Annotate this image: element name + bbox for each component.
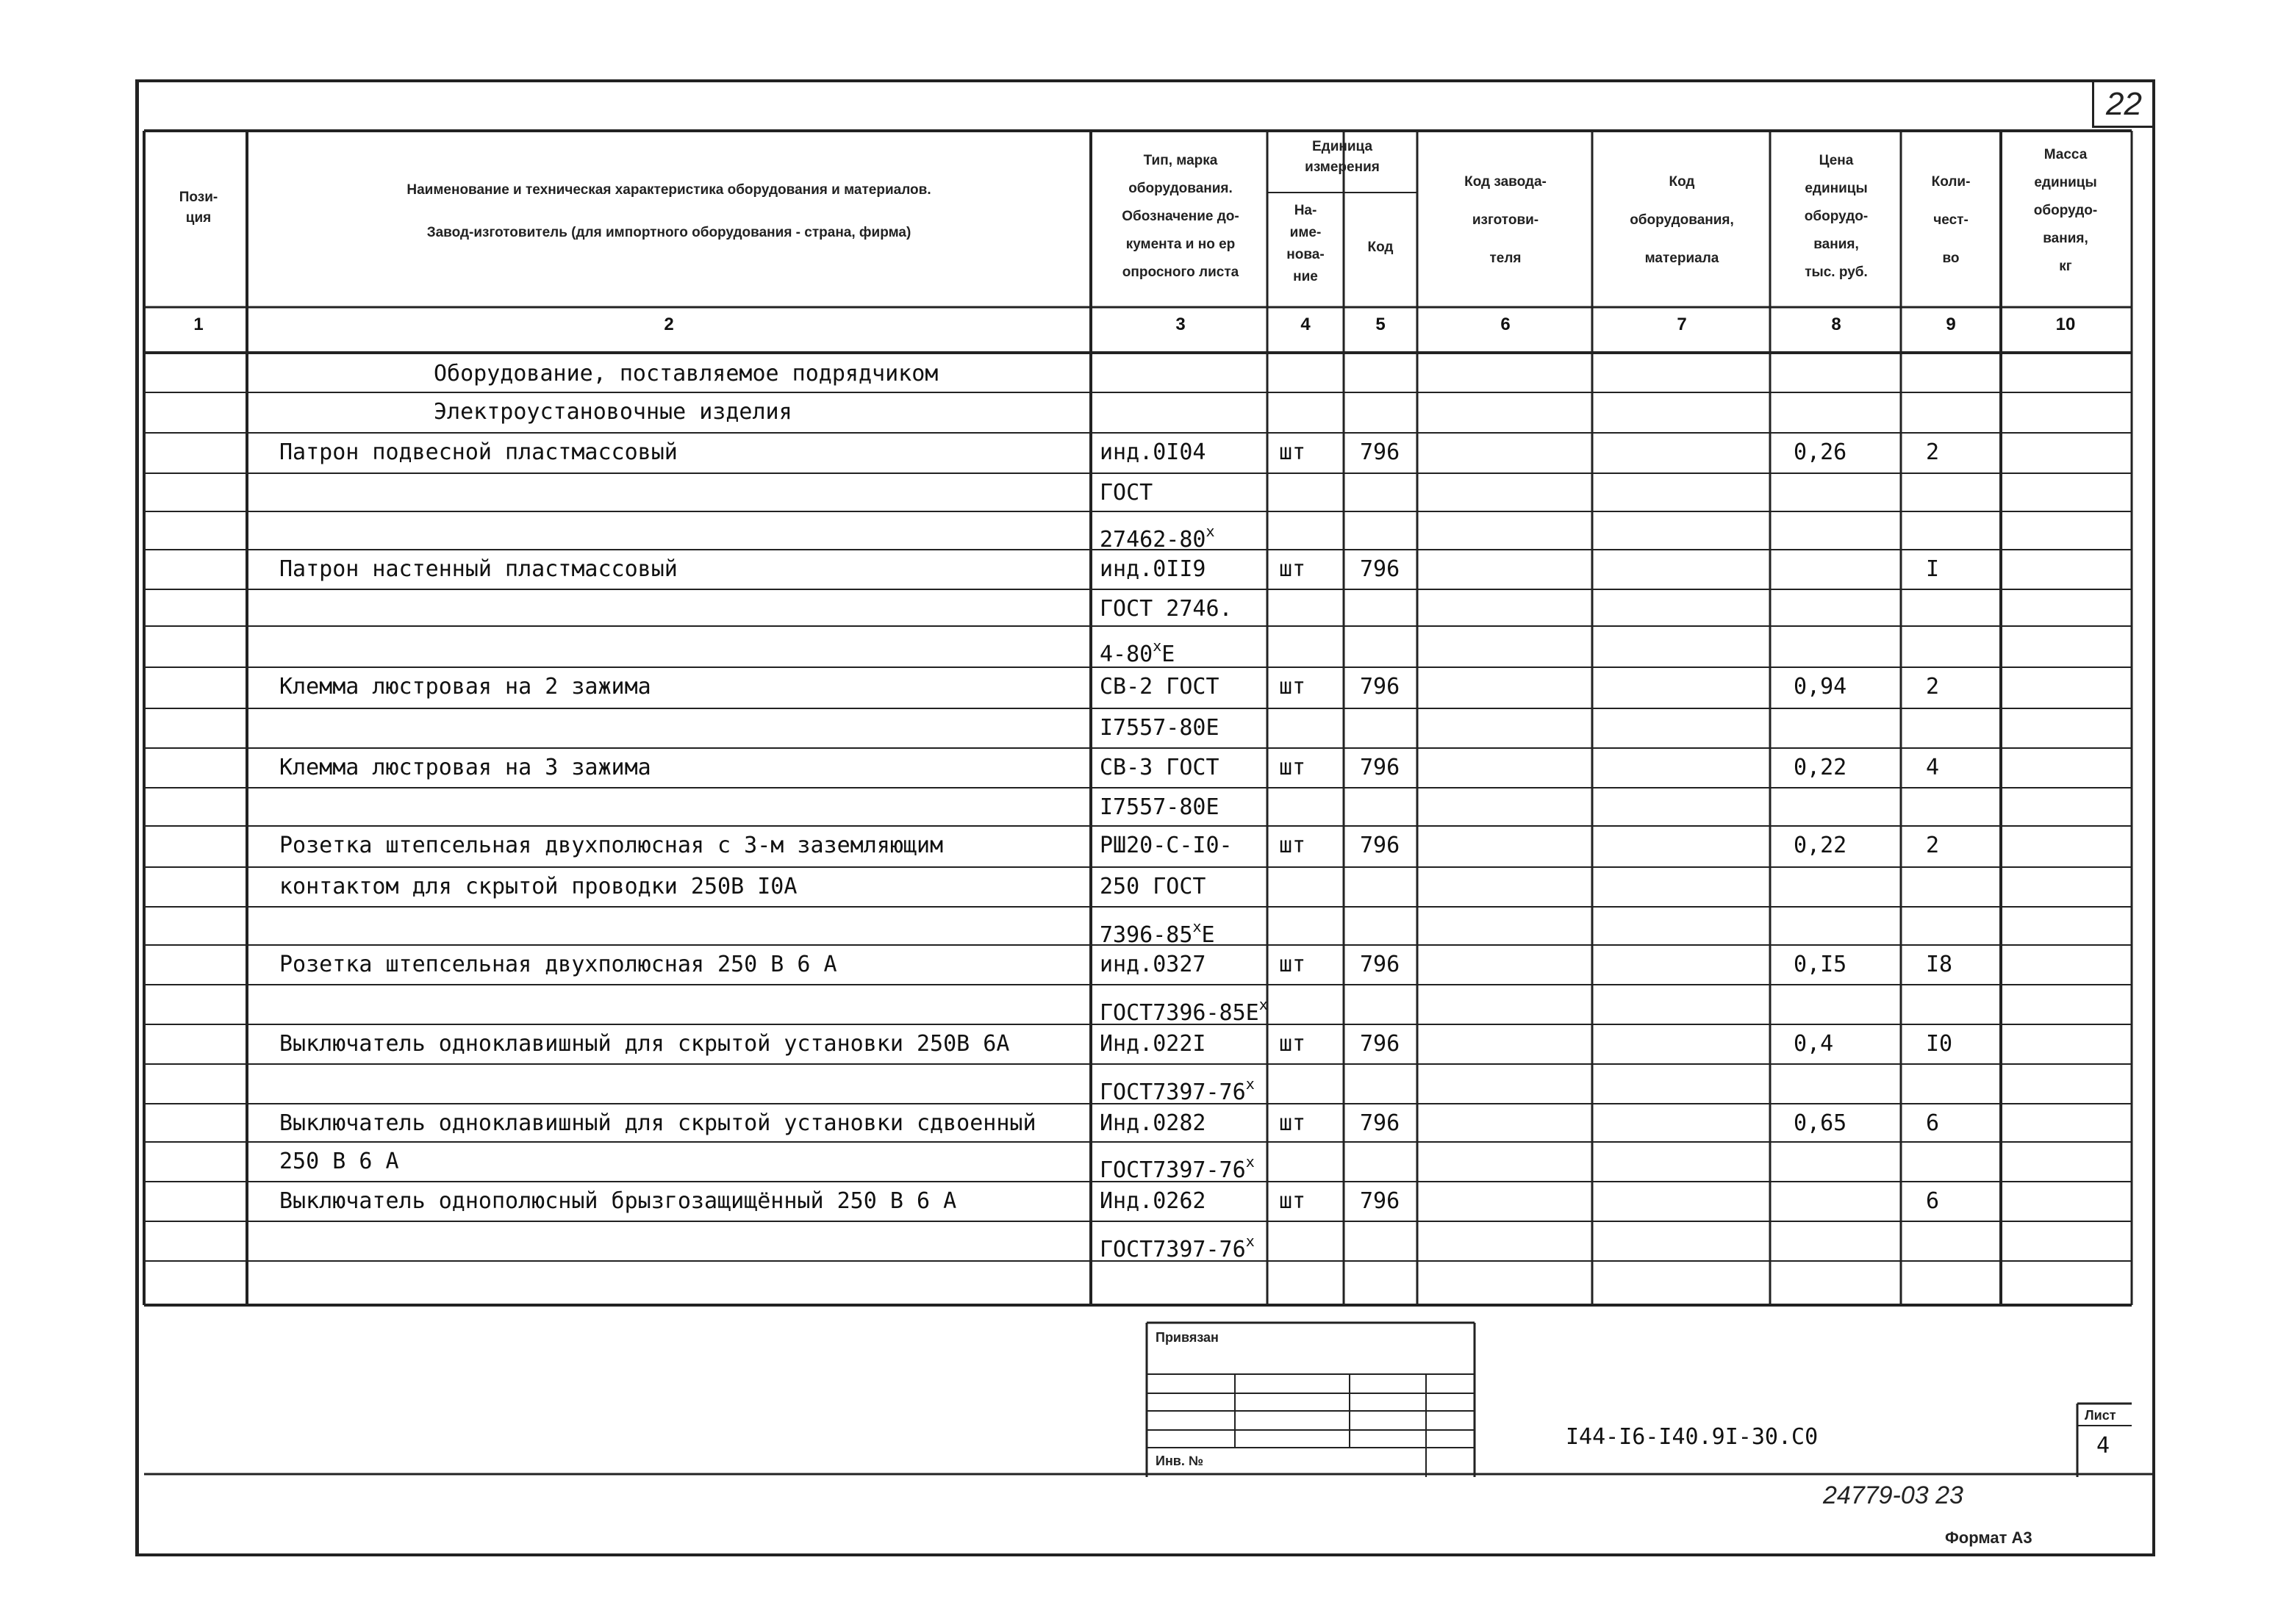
- header-name: Наименование и техническая характеристика оборудования и материалов. Завод-изготовитель (для импортного оборудования - страна, фирма): [406, 182, 931, 240]
- item-type: инд.0II9: [1100, 556, 1206, 582]
- document-number: I44-I6-I40.9I-30.С0: [1566, 1424, 1819, 1450]
- colnum-5: 5: [1375, 315, 1386, 334]
- header-position: Пози- ция: [179, 190, 218, 226]
- item-name: Выключатель одноклавишный для скрытой установки 250В 6А: [279, 1031, 1010, 1057]
- item-unit-code: 796: [1360, 1110, 1400, 1136]
- superscript-mark: x: [1258, 996, 1268, 1013]
- item-price: 0,22: [1794, 833, 1847, 858]
- format-label: Формат А3: [1945, 1528, 2032, 1547]
- item-quantity: I0: [1926, 1031, 1953, 1057]
- item-unit-code: 796: [1360, 952, 1400, 977]
- superscript-mark: x: [1245, 1153, 1255, 1171]
- item-unit: шт: [1279, 755, 1306, 780]
- item-name: Оборудование, поставляемое подрядчиком: [434, 361, 939, 387]
- colnum-10: 10: [2055, 315, 2076, 334]
- colnum-9: 9: [1946, 315, 1956, 334]
- item-price: 0,4: [1794, 1031, 1834, 1057]
- item-type: СВ-2 ГОСТ: [1100, 674, 1219, 700]
- item-unit-code: 796: [1360, 674, 1400, 700]
- handwritten-number: 24779-03 23: [1823, 1481, 1963, 1509]
- item-name: Клемма люстровая на 3 зажима: [279, 755, 651, 780]
- item-type: инд.0I04: [1100, 439, 1206, 465]
- item-unit: шт: [1279, 952, 1306, 977]
- superscript-mark: x: [1192, 918, 1202, 935]
- item-unit-code: 796: [1360, 755, 1400, 780]
- item-type: $ГОСТ7396-85Е^x$: [1100, 996, 1268, 1026]
- item-type: 4-80$^x$Е: [1100, 637, 1175, 667]
- superscript-mark: x: [1153, 637, 1162, 655]
- item-type: 7396-85$^x$Е: [1100, 918, 1215, 948]
- colnum-8: 8: [1831, 315, 1841, 334]
- header-unit-name: На- име- нова- ние: [1286, 203, 1325, 284]
- item-type: Инд.0282: [1100, 1110, 1206, 1136]
- header-quantity: Коли- чест- во: [1931, 174, 1971, 266]
- item-unit: шт: [1279, 1110, 1306, 1136]
- superscript-mark: x: [1245, 1075, 1255, 1093]
- item-price: 0,I5: [1794, 952, 1847, 977]
- item-type: Инд.022I: [1100, 1031, 1206, 1057]
- header-manufacturer-code: Код завода- изготови- теля: [1464, 174, 1547, 266]
- item-quantity: I: [1926, 556, 1940, 582]
- item-unit: шт: [1279, 1031, 1306, 1057]
- item-unit-code: 796: [1360, 833, 1400, 858]
- item-type: 27462-80$^x$: [1100, 522, 1215, 553]
- item-type: Инд.0262: [1100, 1188, 1206, 1214]
- item-name: 250 В 6 А: [279, 1149, 399, 1174]
- item-name: Выключатель одноклавишный для скрытой установки сдвоенный: [279, 1110, 1036, 1136]
- item-price: 0,65: [1794, 1110, 1847, 1136]
- item-type: ГОСТ7397-76$^x$: [1100, 1232, 1255, 1262]
- header-type: Тип, марка оборудования. Обозначение до- кумента и но ер опросного листа: [1122, 153, 1239, 280]
- item-type: ГОСТ 2746.: [1100, 596, 1233, 622]
- item-price: 0,26: [1794, 439, 1847, 465]
- colnum-4: 4: [1300, 315, 1311, 334]
- item-type: ГОСТ: [1100, 480, 1153, 506]
- item-quantity: 6: [1926, 1110, 1940, 1136]
- item-type: I7557-80Е: [1100, 715, 1219, 741]
- superscript-mark: x: [1206, 522, 1215, 540]
- item-name: Розетка штепсельная двухполюсная с 3-м заземляющим: [279, 833, 944, 858]
- header-equipment-code: Код оборудования, материала: [1630, 174, 1734, 266]
- item-unit: шт: [1279, 674, 1306, 700]
- linked-label: Привязан: [1156, 1330, 1219, 1345]
- colnum-7: 7: [1677, 315, 1687, 334]
- item-price: 0,94: [1794, 674, 1847, 700]
- item-type: I7557-80Е: [1100, 794, 1219, 820]
- item-type: РШ20-С-I0-: [1100, 833, 1233, 858]
- item-unit-code: 796: [1360, 1188, 1400, 1214]
- item-quantity: 2: [1926, 439, 1940, 465]
- item-unit: шт: [1279, 556, 1306, 582]
- page-number: 22: [2092, 82, 2154, 128]
- item-quantity: 4: [1926, 755, 1940, 780]
- item-name: контактом для скрытой проводки 250В I0А: [279, 874, 798, 899]
- item-quantity: I8: [1926, 952, 1953, 977]
- item-name: Патрон подвесной пластмассовый: [279, 439, 678, 465]
- item-unit-code: 796: [1360, 439, 1400, 465]
- item-name: Патрон настенный пластмассовый: [279, 556, 678, 582]
- item-quantity: 2: [1926, 674, 1940, 700]
- item-unit: шт: [1279, 1188, 1306, 1214]
- item-name: Клемма люстровая на 2 зажима: [279, 674, 651, 700]
- item-quantity: 6: [1926, 1188, 1940, 1214]
- item-unit: шт: [1279, 833, 1306, 858]
- item-type: инд.0327: [1100, 952, 1206, 977]
- item-unit: шт: [1279, 439, 1306, 465]
- item-type: 250 ГОСТ: [1100, 874, 1206, 899]
- superscript-mark: x: [1245, 1232, 1255, 1250]
- header-unit: Единица измерения: [1305, 139, 1380, 175]
- item-price: 0,22: [1794, 755, 1847, 780]
- item-unit-code: 796: [1360, 1031, 1400, 1057]
- item-quantity: 2: [1926, 833, 1940, 858]
- item-type: ГОСТ7397-76$^x$: [1100, 1153, 1255, 1183]
- colnum-6: 6: [1500, 315, 1511, 334]
- header-mass: Масса единицы оборудо- вания, кг: [2033, 147, 2098, 274]
- inv-label: Инв. №: [1156, 1454, 1203, 1468]
- header-price: Цена единицы оборудо- вания, тыс. руб.: [1804, 153, 1869, 280]
- item-unit-code: 796: [1360, 556, 1400, 582]
- item-type: ГОСТ7397-76$^x$: [1100, 1075, 1255, 1105]
- sheet-label: Лист: [2085, 1408, 2116, 1423]
- colnum-3: 3: [1175, 315, 1186, 334]
- item-type: СВ-3 ГОСТ: [1100, 755, 1219, 780]
- colnum-1: 1: [193, 315, 204, 334]
- sheet-number: 4: [2096, 1433, 2110, 1459]
- item-name: Розетка штепсельная двухполюсная 250 В 6 А: [279, 952, 837, 977]
- colnum-2: 2: [664, 315, 674, 334]
- item-name: Электроустановочные изделия: [434, 399, 792, 425]
- item-name: Выключатель однополюсный брызгозащищённый 250 В 6 А: [279, 1188, 957, 1214]
- header-unit-code: Код: [1367, 240, 1394, 255]
